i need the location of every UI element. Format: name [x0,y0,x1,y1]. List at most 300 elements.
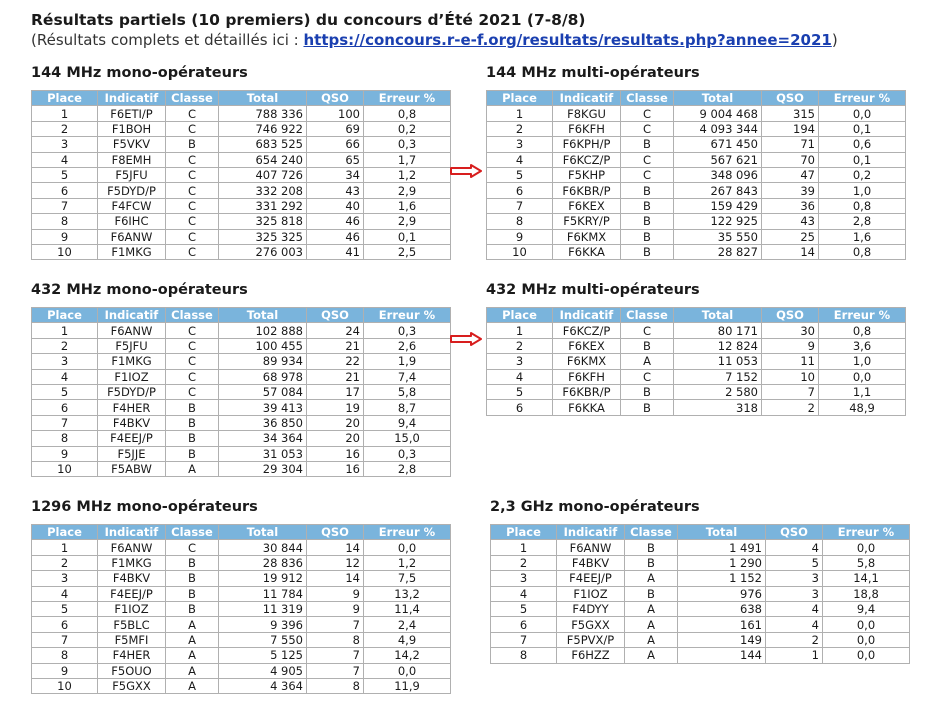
table-row [32,106,451,121]
cell-qso: 194 [762,121,819,136]
cell-qso: 66 [307,137,364,152]
table-title: 1296 MHz mono-opérateurs [31,499,258,515]
cell-qso: 14 [307,571,364,586]
cell-classe: C [166,198,219,213]
cell-indicatif: F5OUO [98,663,166,678]
cell-erreur: 14,1 [823,571,910,586]
cell-total: 7 152 [674,369,762,384]
cell-qso: 8 [307,678,364,693]
cell-classe: A [166,648,219,663]
cell-qso: 9 [307,586,364,601]
cell-place: 4 [32,152,98,167]
table-header-row [32,525,451,540]
cell-erreur: 11,9 [364,678,451,693]
cell-qso: 3 [766,586,823,601]
table-row [32,678,451,693]
cell-classe: B [166,400,219,415]
cell-erreur: 0,1 [819,152,906,167]
cell-total: 325 325 [219,229,307,244]
cell-indicatif: F4EEJ/P [98,431,166,446]
cell-erreur: 2,9 [364,214,451,229]
cell-classe: B [621,338,674,353]
cell-classe: A [166,461,219,476]
results-table [31,90,451,260]
cell-total: 122 925 [674,214,762,229]
column-header-place: Place [32,525,98,540]
cell-erreur: 0,0 [364,540,451,555]
cell-classe: A [166,663,219,678]
cell-indicatif: F6KFH [553,121,621,136]
cell-qso: 22 [307,354,364,369]
cell-classe: C [166,369,219,384]
cell-indicatif: F6KCZ/P [553,323,621,338]
table-row [32,431,451,446]
table-row [32,400,451,415]
cell-place: 2 [491,555,557,570]
cell-total: 39 413 [219,400,307,415]
cell-place: 10 [487,244,553,259]
table-row [32,338,451,353]
cell-erreur: 2,5 [364,244,451,259]
table-row [32,214,451,229]
cell-qso: 12 [307,555,364,570]
cell-indicatif: F6IHC [98,214,166,229]
cell-classe: C [166,183,219,198]
cell-erreur: 0,0 [823,648,910,663]
cell-classe: A [625,601,678,616]
cell-erreur: 1,2 [364,167,451,182]
cell-indicatif: F5MFI [98,632,166,647]
cell-total: 654 240 [219,152,307,167]
cell-total: 30 844 [219,540,307,555]
column-header-classe: Classe [621,308,674,323]
table-row [32,229,451,244]
column-header-qso: QSO [766,525,823,540]
cell-qso: 46 [307,214,364,229]
column-header-classe: Classe [625,525,678,540]
cell-classe: C [166,244,219,259]
cell-total: 68 978 [219,369,307,384]
cell-erreur: 18,8 [823,586,910,601]
cell-indicatif: F5BLC [98,617,166,632]
cell-indicatif: F6ANW [98,323,166,338]
subtitle-prefix: (Résultats complets et détaillés ici : [31,31,304,49]
cell-place: 3 [487,137,553,152]
section-432-multi [486,281,906,416]
cell-classe: C [621,106,674,121]
cell-qso: 17 [307,384,364,399]
table-row [32,571,451,586]
cell-qso: 16 [307,461,364,476]
cell-qso: 1 [766,648,823,663]
cell-erreur: 2,9 [364,183,451,198]
cell-classe: B [166,601,219,616]
cell-classe: B [621,198,674,213]
table-row [491,571,910,586]
cell-erreur: 48,9 [819,400,906,415]
cell-erreur: 14,2 [364,648,451,663]
cell-qso: 5 [766,555,823,570]
column-header-total: Total [219,525,307,540]
cell-erreur: 0,6 [819,137,906,152]
column-header-qso: QSO [762,308,819,323]
cell-place: 9 [32,446,98,461]
table-row [487,152,906,167]
table-header-row [487,91,906,106]
cell-total: 7 550 [219,632,307,647]
cell-erreur: 1,1 [819,384,906,399]
cell-erreur: 3,6 [819,338,906,353]
table-row [487,229,906,244]
table-row [32,198,451,213]
cell-indicatif: F5JFU [98,167,166,182]
cell-place: 5 [491,601,557,616]
cell-indicatif: F4EEJ/P [98,586,166,601]
cell-indicatif: F4BKV [98,415,166,430]
cell-erreur: 1,0 [819,354,906,369]
cell-qso: 36 [762,198,819,213]
cell-indicatif: F5KHP [553,167,621,182]
table-row [32,137,451,152]
table-row [32,632,451,647]
cell-erreur: 7,5 [364,571,451,586]
cell-classe: C [166,540,219,555]
table-row [32,167,451,182]
cell-indicatif: F6KKA [553,400,621,415]
table-row [487,106,906,121]
cell-indicatif: F5VKV [98,137,166,152]
cell-classe: A [621,354,674,369]
cell-total: 4 093 344 [674,121,762,136]
cell-classe: C [621,323,674,338]
cell-qso: 2 [762,400,819,415]
column-header-indicatif: Indicatif [553,308,621,323]
cell-qso: 7 [307,663,364,678]
results-table [31,307,451,477]
cell-indicatif: F1IOZ [98,369,166,384]
cell-qso: 9 [307,601,364,616]
cell-classe: C [166,121,219,136]
column-header-total: Total [678,525,766,540]
cell-qso: 30 [762,323,819,338]
cell-qso: 34 [307,167,364,182]
cell-indicatif: F6KEX [553,338,621,353]
table-header-row [32,91,451,106]
cell-total: 331 292 [219,198,307,213]
cell-classe: B [166,586,219,601]
cell-qso: 24 [307,323,364,338]
cell-total: 34 364 [219,431,307,446]
cell-qso: 11 [762,354,819,369]
cell-classe: B [625,555,678,570]
table-row [487,244,906,259]
cell-erreur: 0,0 [819,106,906,121]
cell-qso: 14 [762,244,819,259]
page-subtitle [31,30,931,50]
cell-erreur: 0,1 [364,229,451,244]
table-row [32,183,451,198]
table-row [487,354,906,369]
column-header-classe: Classe [621,91,674,106]
column-header-classe: Classe [166,308,219,323]
cell-qso: 19 [307,400,364,415]
cell-classe: C [166,323,219,338]
column-header-qso: QSO [762,91,819,106]
column-header-erreur: Erreur % [364,91,451,106]
cell-classe: C [166,106,219,121]
cell-total: 29 304 [219,461,307,476]
cell-total: 788 336 [219,106,307,121]
column-header-classe: Classe [166,525,219,540]
cell-place: 1 [487,323,553,338]
cell-erreur: 2,6 [364,338,451,353]
table-row [487,183,906,198]
cell-total: 4 364 [219,678,307,693]
cell-total: 100 455 [219,338,307,353]
cell-place: 2 [32,121,98,136]
cell-place: 8 [487,214,553,229]
results-table [486,307,906,416]
cell-indicatif: F1BOH [98,121,166,136]
cell-place: 3 [32,354,98,369]
arrow-right-icon [449,164,483,178]
cell-classe: C [166,338,219,353]
column-header-indicatif: Indicatif [553,91,621,106]
cell-indicatif: F6KCZ/P [553,152,621,167]
cell-total: 567 621 [674,152,762,167]
cell-erreur: 1,6 [364,198,451,213]
cell-total: 28 836 [219,555,307,570]
table-row [487,384,906,399]
cell-erreur: 2,8 [819,214,906,229]
cell-erreur: 1,2 [364,555,451,570]
cell-indicatif: F5ABW [98,461,166,476]
cell-indicatif: F6KMX [553,229,621,244]
cell-total: 57 084 [219,384,307,399]
cell-erreur: 0,8 [819,198,906,213]
cell-total: 407 726 [219,167,307,182]
cell-place: 6 [487,183,553,198]
cell-indicatif: F6KBR/P [553,183,621,198]
cell-erreur: 1,0 [819,183,906,198]
cell-erreur: 0,3 [364,137,451,152]
cell-place: 3 [32,571,98,586]
cell-indicatif: F4DYY [557,601,625,616]
table-row [487,323,906,338]
cell-qso: 70 [762,152,819,167]
cell-indicatif: F5DYD/P [98,183,166,198]
cell-indicatif: F1IOZ [98,601,166,616]
cell-classe: C [166,229,219,244]
cell-place: 2 [487,121,553,136]
cell-total: 9 004 468 [674,106,762,121]
cell-place: 8 [491,648,557,663]
cell-qso: 9 [762,338,819,353]
column-header-indicatif: Indicatif [98,91,166,106]
cell-qso: 21 [307,369,364,384]
cell-erreur: 9,4 [364,415,451,430]
cell-classe: B [166,431,219,446]
cell-indicatif: F6KFH [553,369,621,384]
table-row [491,648,910,663]
cell-place: 7 [491,632,557,647]
table-title: 144 MHz multi-opérateurs [486,65,700,81]
table-row [32,121,451,136]
table-row [32,446,451,461]
table-row [487,167,906,182]
cell-qso: 40 [307,198,364,213]
cell-classe: B [166,571,219,586]
cell-classe: C [621,369,674,384]
cell-erreur: 0,0 [823,617,910,632]
cell-classe: B [621,384,674,399]
cell-total: 159 429 [674,198,762,213]
cell-erreur: 11,4 [364,601,451,616]
cell-place: 1 [487,106,553,121]
cell-indicatif: F5GXX [98,678,166,693]
column-header-erreur: Erreur % [364,308,451,323]
cell-qso: 41 [307,244,364,259]
table-row [32,617,451,632]
column-header-erreur: Erreur % [819,308,906,323]
cell-qso: 10 [762,369,819,384]
cell-qso: 65 [307,152,364,167]
cell-place: 6 [32,183,98,198]
cell-classe: A [625,571,678,586]
cell-indicatif: F6KMX [553,354,621,369]
cell-total: 348 096 [674,167,762,182]
cell-qso: 8 [307,632,364,647]
cell-place: 4 [487,369,553,384]
cell-place: 5 [32,601,98,616]
table-row [32,369,451,384]
column-header-place: Place [491,525,557,540]
cell-total: 746 922 [219,121,307,136]
cell-place: 8 [32,648,98,663]
cell-erreur: 0,8 [364,106,451,121]
cell-erreur: 7,4 [364,369,451,384]
section-144-mono [31,64,451,260]
table-row [32,323,451,338]
cell-classe: B [625,586,678,601]
cell-classe: B [166,415,219,430]
cell-indicatif: F6ANW [557,540,625,555]
cell-qso: 71 [762,137,819,152]
cell-place: 6 [487,400,553,415]
cell-total: 102 888 [219,323,307,338]
cell-qso: 39 [762,183,819,198]
table-title: 144 MHz mono-opérateurs [31,65,248,81]
table-row [32,461,451,476]
cell-qso: 16 [307,446,364,461]
cell-classe: C [621,121,674,136]
table-row [32,555,451,570]
cell-qso: 69 [307,121,364,136]
cell-place: 2 [32,555,98,570]
cell-total: 11 053 [674,354,762,369]
cell-erreur: 1,6 [819,229,906,244]
cell-erreur: 0,0 [364,663,451,678]
table-row [491,555,910,570]
table-title: 432 MHz multi-opérateurs [486,282,700,298]
cell-qso: 14 [307,540,364,555]
column-header-qso: QSO [307,91,364,106]
cell-classe: A [166,632,219,647]
column-header-total: Total [219,91,307,106]
cell-erreur: 2,8 [364,461,451,476]
cell-total: 144 [678,648,766,663]
column-header-erreur: Erreur % [819,91,906,106]
table-header-row [487,308,906,323]
table-row [491,601,910,616]
cell-classe: B [166,137,219,152]
cell-total: 35 550 [674,229,762,244]
cell-indicatif: F4BKV [557,555,625,570]
cell-erreur: 13,2 [364,586,451,601]
cell-classe: B [621,183,674,198]
cell-place: 8 [32,214,98,229]
cell-classe: C [166,354,219,369]
cell-indicatif: F6HZZ [557,648,625,663]
column-header-indicatif: Indicatif [557,525,625,540]
cell-indicatif: F4HER [98,400,166,415]
table-title: 2,3 GHz mono-opérateurs [490,499,700,515]
cell-classe: C [166,214,219,229]
cell-total: 11 319 [219,601,307,616]
table-row [487,338,906,353]
cell-place: 7 [32,632,98,647]
cell-erreur: 15,0 [364,431,451,446]
cell-total: 332 208 [219,183,307,198]
cell-qso: 7 [762,384,819,399]
section-2300-mono [490,498,910,664]
cell-place: 7 [32,198,98,213]
cell-indicatif: F1IOZ [557,586,625,601]
table-row [487,198,906,213]
cell-total: 325 818 [219,214,307,229]
cell-erreur: 4,9 [364,632,451,647]
cell-erreur: 0,0 [823,632,910,647]
cell-classe: B [621,400,674,415]
section-144-multi [486,64,906,260]
cell-indicatif: F5JFU [98,338,166,353]
results-table [486,90,906,260]
cell-qso: 47 [762,167,819,182]
cell-erreur: 0,3 [364,323,451,338]
cell-place: 2 [32,338,98,353]
cell-place: 1 [32,540,98,555]
cell-qso: 21 [307,338,364,353]
cell-qso: 43 [307,183,364,198]
table-row [487,137,906,152]
table-row [32,384,451,399]
cell-place: 9 [32,229,98,244]
results-link[interactable]: https://concours.r-e-f.org/resultats/resultats.php?annee=2021 [303,31,832,49]
cell-classe: C [621,167,674,182]
cell-qso: 20 [307,415,364,430]
column-header-place: Place [32,308,98,323]
cell-indicatif: F8KGU [553,106,621,121]
cell-place: 1 [491,540,557,555]
cell-classe: C [621,152,674,167]
cell-indicatif: F6KPH/P [553,137,621,152]
cell-total: 31 053 [219,446,307,461]
cell-place: 3 [487,354,553,369]
arrow-right-icon [449,332,483,346]
cell-erreur: 1,9 [364,354,451,369]
table-header-row [491,525,910,540]
table-row [32,244,451,259]
